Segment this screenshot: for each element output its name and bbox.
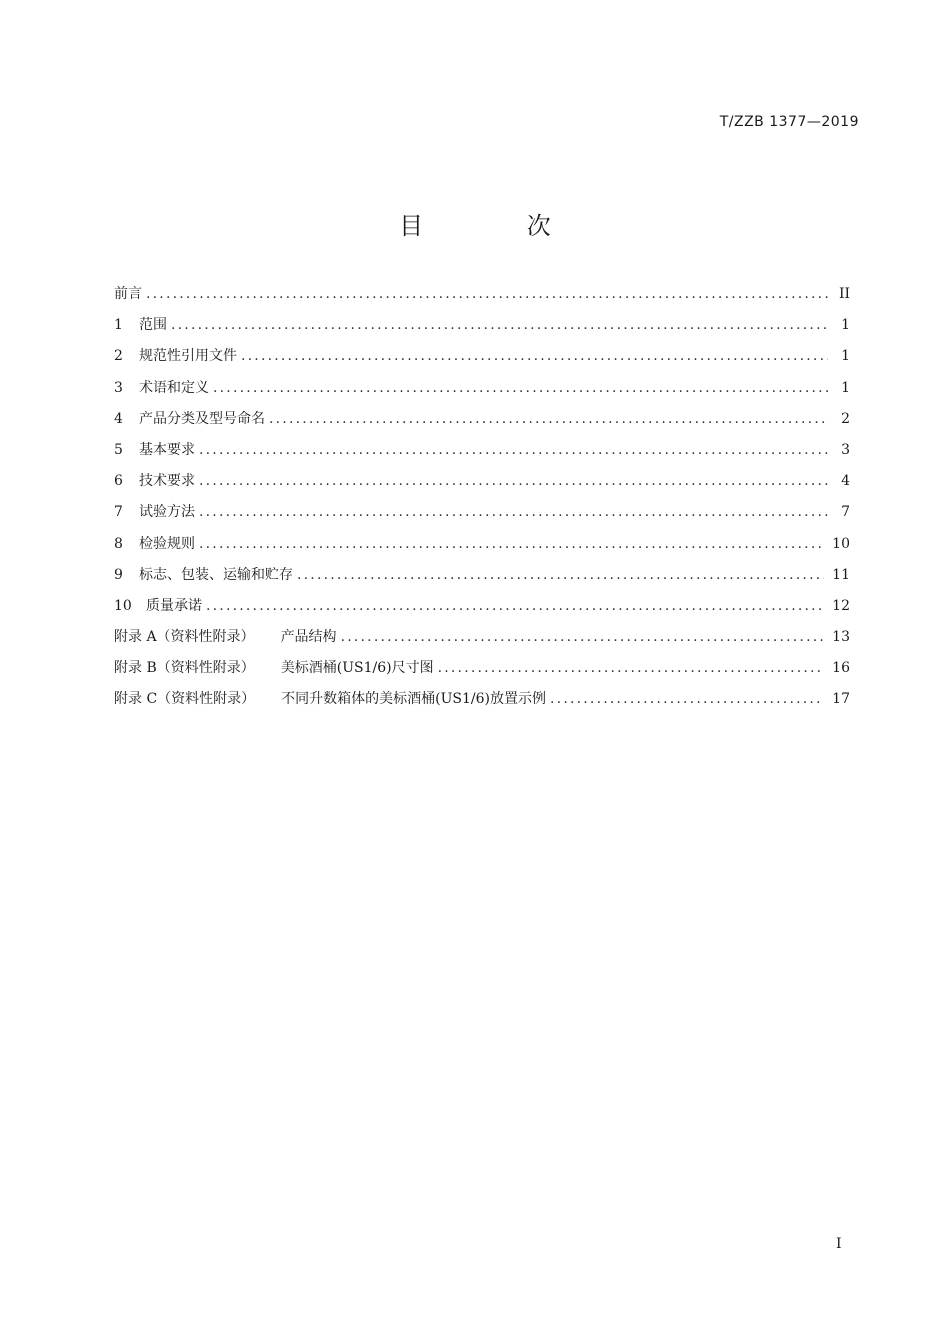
toc-entry-page: 1 <box>841 379 850 396</box>
toc-entry-page: 16 <box>832 660 850 677</box>
toc-entry-page: 2 <box>841 410 850 427</box>
toc-entry-2[interactable] <box>114 345 850 376</box>
toc-appendix-title: 不同升数箱体的美标酒桶(US1/6)放置示例 <box>281 691 547 708</box>
toc-leader-dots <box>199 504 828 520</box>
toc-entry-appendix-b[interactable] <box>114 657 850 688</box>
toc-entry-page: 1 <box>841 317 850 334</box>
document-code: T/ZZB 1377—2019 <box>719 114 859 130</box>
toc-entry-label: 范围 <box>139 317 167 334</box>
toc-leader-dots <box>341 629 825 645</box>
toc-entry-page: 13 <box>832 629 850 646</box>
toc-entry-label: 技术要求 <box>139 473 195 490</box>
toc-entry-label: 标志、包装、运输和贮存 <box>139 566 293 583</box>
toc-leader-dots <box>199 442 828 458</box>
toc-entry-3[interactable] <box>114 377 850 408</box>
toc-entry-label: 前言 <box>114 286 142 302</box>
toc-entry-8[interactable] <box>114 533 850 564</box>
toc-entry-page: 10 <box>832 535 850 552</box>
toc-entry-page: 1 <box>841 348 850 365</box>
toc-entry-number: 9 <box>114 566 123 583</box>
toc-appendix-title: 美标酒桶(US1/6)尺寸图 <box>280 660 434 677</box>
toc-entry-page: 7 <box>841 504 850 521</box>
toc-entry-number: 10 <box>114 597 132 614</box>
toc-entry-number: 8 <box>114 535 123 552</box>
toc-entry-page: 3 <box>841 441 850 458</box>
toc-leader-dots <box>171 317 828 333</box>
toc-entry-10[interactable] <box>114 595 850 626</box>
toc-entry-number: 5 <box>114 441 123 458</box>
toc-entry-number: 2 <box>114 348 123 365</box>
toc-appendix-label: 附录 B（资料性附录） <box>114 660 255 677</box>
toc-leader-dots <box>206 598 824 614</box>
toc-entry-label: 基本要求 <box>139 441 195 458</box>
toc-leader-dots <box>199 536 824 552</box>
toc-appendix-title: 产品结构 <box>280 629 337 646</box>
toc-entry-number: 4 <box>114 410 123 427</box>
toc-entry-page: 4 <box>841 473 850 490</box>
toc-appendix-label: 附录 A（资料性附录） <box>114 629 255 646</box>
toc-entry-page: 11 <box>832 566 850 583</box>
toc-entry-label: 试验方法 <box>139 504 195 521</box>
toc-entry-label: 产品分类及型号命名 <box>139 410 265 427</box>
toc-leader-dots <box>146 286 828 302</box>
toc-entry-label: 质量承诺 <box>146 597 202 614</box>
toc-entry-9[interactable] <box>114 564 850 595</box>
toc-appendix-label: 附录 C（资料性附录） <box>114 691 256 708</box>
toc-leader-dots <box>438 660 825 676</box>
toc-entry-label: 检验规则 <box>139 535 195 552</box>
toc-entry-page: II <box>838 286 850 302</box>
toc-entry-page: 17 <box>832 691 850 708</box>
toc-entry-number: 7 <box>114 504 123 521</box>
toc-entry-4[interactable] <box>114 408 850 439</box>
toc-leader-dots <box>269 411 828 427</box>
toc-entry-label: 术语和定义 <box>139 379 209 396</box>
toc-entry-number: 6 <box>114 473 123 490</box>
toc-leader-dots <box>213 380 828 396</box>
toc-entry-appendix-c[interactable] <box>114 688 850 719</box>
toc-entry-6[interactable] <box>114 470 850 501</box>
toc-entry-5[interactable] <box>114 439 850 470</box>
toc-leader-dots <box>550 691 824 707</box>
toc-entry-number: 3 <box>114 379 123 396</box>
toc-leader-dots <box>297 567 824 583</box>
toc-entry-7[interactable] <box>114 501 850 532</box>
toc-leader-dots <box>199 473 828 489</box>
table-of-contents <box>114 283 850 720</box>
toc-entry-foreword[interactable] <box>114 283 850 314</box>
toc-leader-dots <box>241 348 828 364</box>
toc-entry-1[interactable] <box>114 314 850 345</box>
page-number: I <box>836 1236 842 1252</box>
toc-entry-number: 1 <box>114 317 123 334</box>
toc-entry-page: 12 <box>832 597 850 614</box>
toc-title: 目 次 <box>399 212 599 240</box>
toc-entry-label: 规范性引用文件 <box>139 348 237 365</box>
toc-entry-appendix-a[interactable] <box>114 626 850 657</box>
